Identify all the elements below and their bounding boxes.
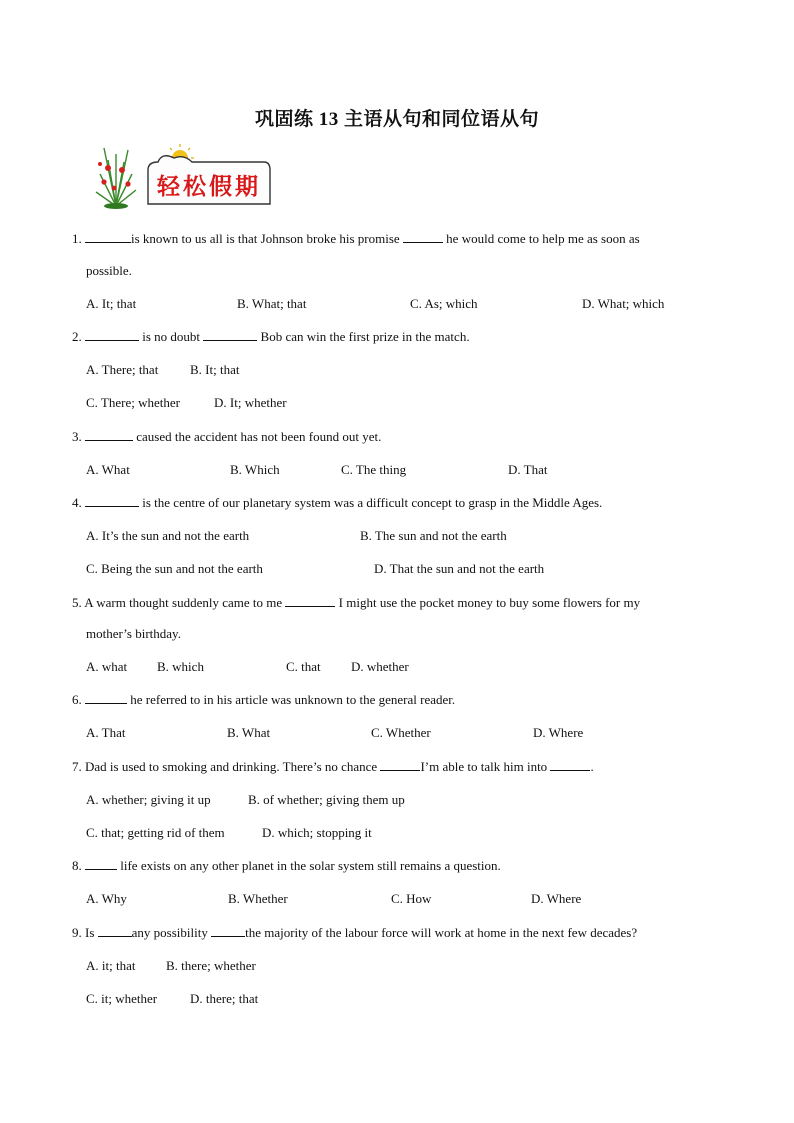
- question-3: 3. caused the accident has not been found out yet.: [72, 429, 382, 444]
- answer-blank: [85, 691, 127, 704]
- option-b: B. What: [227, 725, 271, 740]
- answer-blank: [85, 494, 139, 507]
- option-c: C. As; which: [410, 296, 478, 311]
- option-b: B. What; that: [237, 296, 307, 311]
- answer-blank: [211, 924, 245, 937]
- option-b: B. The sun and not the earth: [360, 528, 507, 543]
- answer-blank: [380, 758, 420, 771]
- option-d: D. What; which: [582, 296, 665, 311]
- answer-blank: [85, 230, 131, 243]
- question-9: 9. Is any possibility the majority of the labour force will work at home in the next few decades?: [72, 925, 638, 940]
- option-a: A. It; that: [86, 296, 137, 311]
- question-7: 7. Dad is used to smoking and drinking. There’s no chance I’m able to talk him into .: [72, 759, 594, 774]
- option-b: B. which: [157, 659, 204, 674]
- option-c: C. that; getting rid of them: [86, 825, 225, 840]
- option-c: C. that: [286, 659, 321, 674]
- option-c: C. There; whether: [86, 395, 180, 410]
- option-c: C. The thing: [341, 462, 407, 477]
- answer-blank: [403, 230, 443, 243]
- answer-blank: [85, 428, 133, 441]
- option-b: B. of whether; giving them up: [248, 792, 405, 807]
- question-8: 8. life exists on any other planet in the solar system still remains a question.: [72, 858, 501, 873]
- option-c: C. Being the sun and not the earth: [86, 561, 263, 576]
- answer-blank: [85, 328, 139, 341]
- option-b: B. Which: [230, 462, 280, 477]
- option-d: D. That: [508, 462, 548, 477]
- banner-title: 轻松假期: [157, 174, 261, 200]
- flower-plant-icon: [86, 140, 146, 210]
- option-b: B. there; whether: [166, 958, 256, 973]
- option-d: D. Where: [531, 891, 582, 906]
- option-d: D. whether: [351, 659, 409, 674]
- question-2: 2. is no doubt Bob can win the first prize in the match.: [72, 329, 470, 344]
- answer-blank: [203, 328, 257, 341]
- question-5-continued: mother’s birthday.: [86, 626, 181, 641]
- option-d: D. It; whether: [214, 395, 287, 410]
- option-a: A. What: [86, 462, 130, 477]
- option-a: A. whether; giving it up: [86, 792, 211, 807]
- option-d: D. there; that: [190, 991, 259, 1006]
- page-title: 巩固练 13 主语从句和同位语从句: [254, 109, 539, 130]
- answer-blank: [550, 758, 590, 771]
- option-d: D. which; stopping it: [262, 825, 372, 840]
- question-5: 5. A warm thought suddenly came to me I might use the pocket money to buy some flowers for my: [72, 595, 641, 610]
- option-a: A. it; that: [86, 958, 136, 973]
- option-b: B. It; that: [190, 362, 240, 377]
- option-c: C. Whether: [371, 725, 431, 740]
- option-c: C. it; whether: [86, 991, 158, 1006]
- option-a: A. what: [86, 659, 128, 674]
- question-4: 4. is the centre of our planetary system was a difficult concept to grasp in the Middle Ages.: [72, 495, 603, 510]
- option-a: A. That: [86, 725, 126, 740]
- question-6: 6. he referred to in his article was unknown to the general reader.: [72, 692, 456, 707]
- answer-blank: [85, 857, 117, 870]
- option-a: A. It’s the sun and not the earth: [86, 528, 250, 543]
- option-b: B. Whether: [228, 891, 288, 906]
- question-1-continued: possible.: [86, 263, 132, 278]
- holiday-banner: [86, 140, 276, 210]
- answer-blank: [98, 924, 132, 937]
- option-d: D. Where: [533, 725, 584, 740]
- option-a: A. Why: [86, 891, 127, 906]
- option-d: D. That the sun and not the earth: [374, 561, 545, 576]
- answer-blank: [285, 594, 335, 607]
- question-1: 1. is known to us all is that Johnson broke his promise he would come to help me as soon as: [72, 231, 640, 246]
- option-c: C. How: [391, 891, 432, 906]
- option-a: A. There; that: [86, 362, 159, 377]
